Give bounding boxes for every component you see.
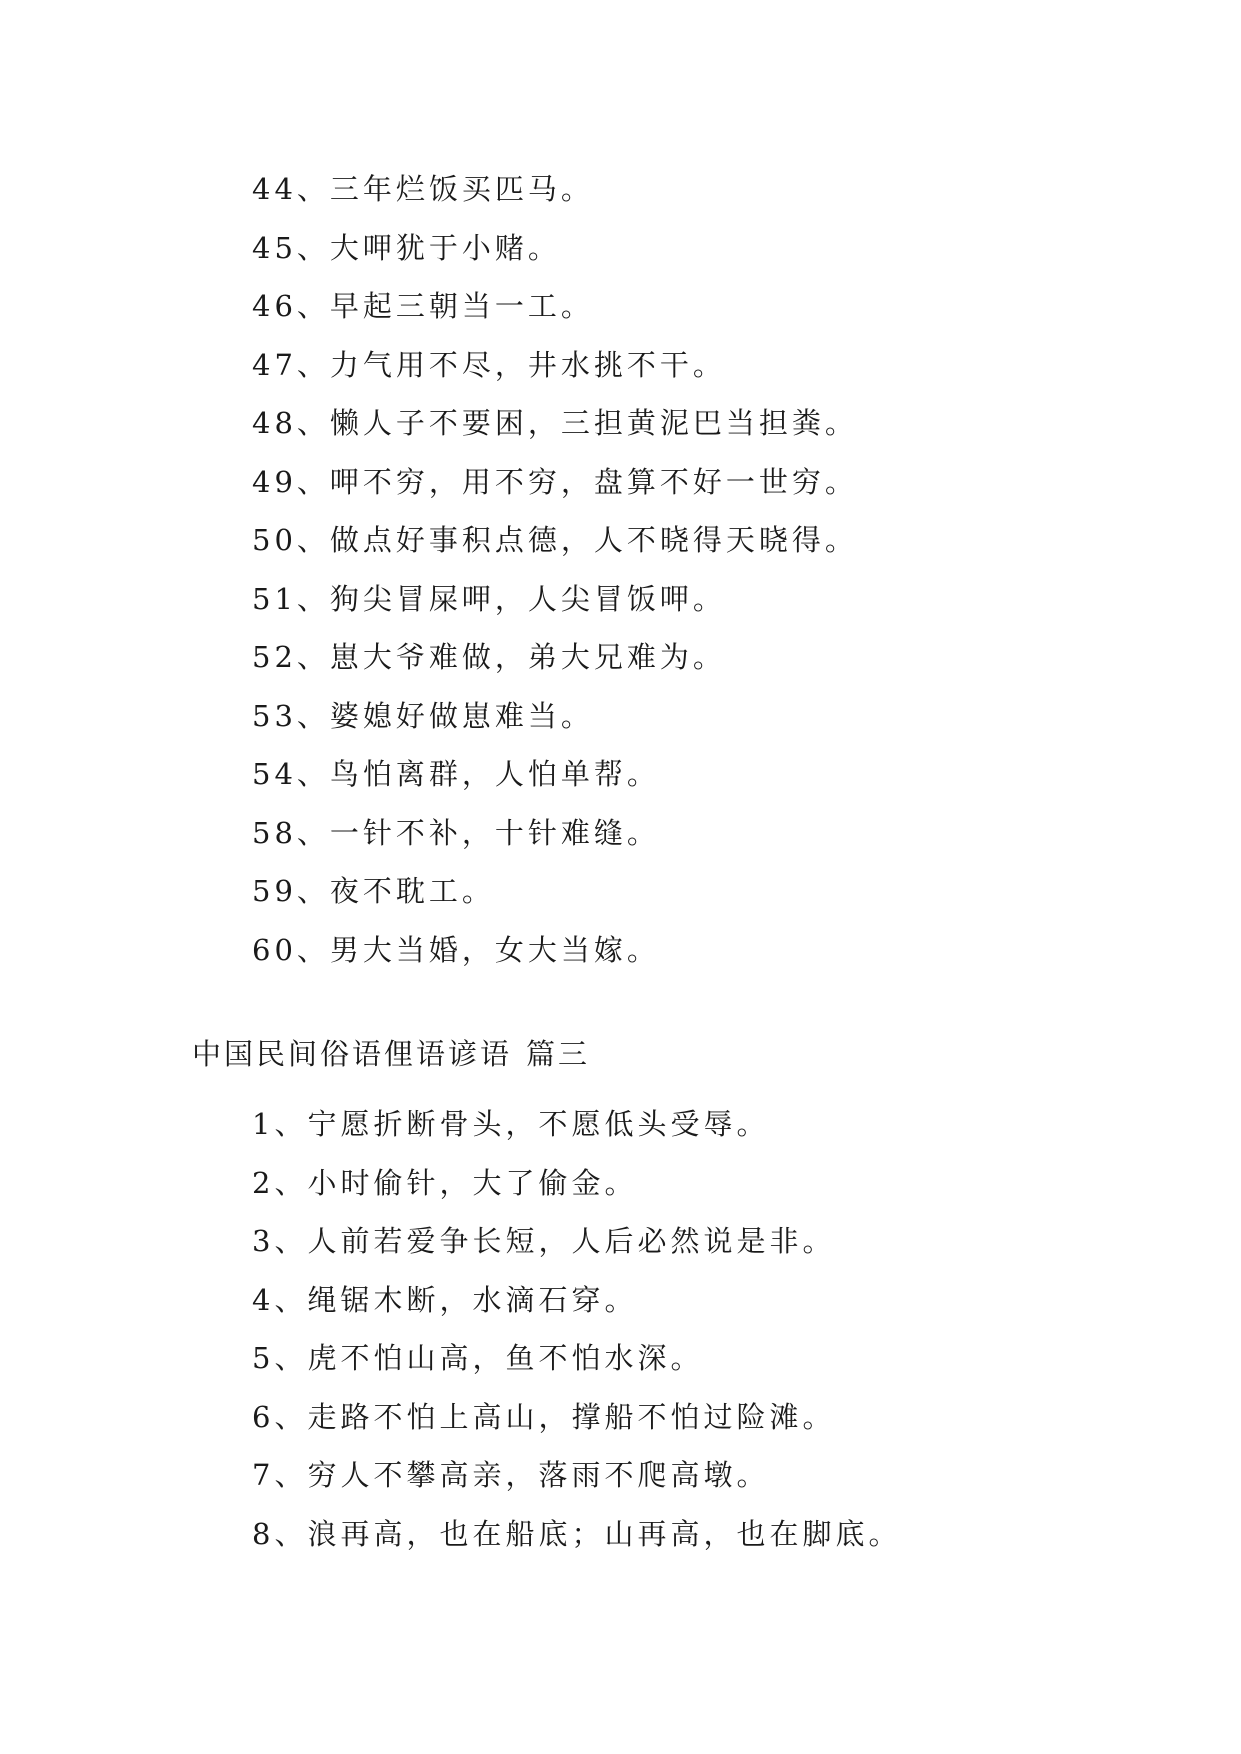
list-item: 44、三年烂饭买匹马。 xyxy=(252,172,594,206)
list-item: 53、婆媳好做崽难当。 xyxy=(252,698,594,733)
list-item: 58、一针不补，十针难缝。 xyxy=(252,815,660,850)
list-item: 60、男大当婚，女大当嫁。 xyxy=(252,932,660,967)
list-item: 2、小时偷针，大了偷金。 xyxy=(252,1165,638,1200)
list-item: 7、穷人不攀高亲，落雨不爬高墩。 xyxy=(252,1458,770,1492)
list-item: 52、崽大爷难做，弟大兄难为。 xyxy=(252,640,726,674)
list-item: 59、夜不耽工。 xyxy=(252,874,495,908)
list-item: 1、宁愿折断骨头，不愿低头受辱。 xyxy=(252,1107,770,1141)
list-item: 45、大呷犹于小赌。 xyxy=(252,230,561,265)
list-item: 46、早起三朝当一工。 xyxy=(252,289,594,323)
section-title: 中国民间俗语俚语谚语 xyxy=(192,1037,513,1071)
list-item: 54、鸟怕离群，人怕单帮。 xyxy=(252,757,660,791)
list-item: 8、浪再高，也在船底；山再高，也在脚底。 xyxy=(252,1516,902,1551)
list-item: 51、狗尖冒屎呷，人尖冒饭呷。 xyxy=(252,581,726,616)
proverb-list-continued xyxy=(252,160,858,979)
list-item: 5、虎不怕山高，鱼不怕水深。 xyxy=(252,1341,704,1375)
list-item: 50、做点好事积点德，人不晓得天晓得。 xyxy=(252,523,858,557)
section-heading xyxy=(192,1025,590,1084)
list-item: 4、绳锯木断，水滴石穿。 xyxy=(252,1282,638,1317)
list-item: 47、力气用不尽，井水挑不干。 xyxy=(252,347,726,382)
list-item: 6、走路不怕上高山，撑船不怕过险滩。 xyxy=(252,1399,836,1434)
proverb-list-section-three xyxy=(252,1095,901,1563)
list-item: 48、懒人子不要困，三担黄泥巴当担粪。 xyxy=(252,406,858,440)
section-subtitle: 篇三 xyxy=(526,1037,591,1071)
list-item: 49、呷不穷，用不穷，盘算不好一世穷。 xyxy=(252,464,858,499)
list-item: 3、人前若爱争长短，人后必然说是非。 xyxy=(252,1224,836,1258)
